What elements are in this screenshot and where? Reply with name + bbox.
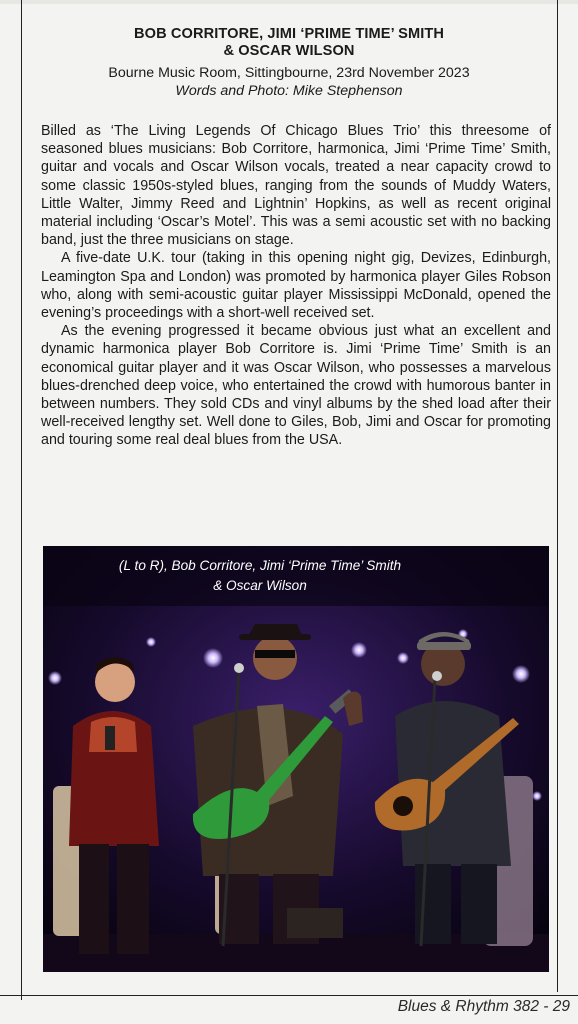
article-title-line-2: & OSCAR WILSON	[223, 43, 355, 59]
amplifier	[287, 908, 343, 938]
concert-photo	[43, 546, 549, 972]
column-rule-right	[557, 0, 558, 992]
article-credit: Words and Photo: Mike Stephenson	[175, 83, 403, 99]
article-paragraph-1: Billed as ‘The Living Legends Of Chicago Blues Trio’ this threesome of seasoned blues musicians: Bob Corritore, harmonica, Jimi ‘Prime Time’ Smith, guitar and vocals and Oscar Wilson vocals, treated a near capacity crowd to some classic 1950s-styled blues, ranging from the sounds of Muddy Waters, Little Walter, Jimmy Reed and Lightnin’ Hopkins, as well as recent original material including ‘Oscar’s Motel’. This was a semi acoustic set with no backing band, just the three musicians on stage.	[41, 123, 551, 249]
footer-rule	[0, 995, 578, 996]
article-title-line-1: BOB CORRITORE, JIMI ‘PRIME TIME’ SMITH	[133, 26, 445, 42]
photo-caption	[60, 556, 460, 596]
page-footer: Blues & Rhythm 382 - 29	[397, 998, 570, 1015]
photo-caption-line-1: (L to R), Bob Corritore, Jimi ‘Prime Time’ Smith	[118, 558, 402, 573]
article-paragraph-3: As the evening progressed it became obvious just what an excellent and dynamic harmonica player Bob Corritore is. Jimi ‘Prime Time’ Smith is an economical guitar player and it was Oscar Wilson, who possesses a marvelous blues-drenched deep voice, who entertained the crowd with humorous banter in between numbers. They sold CDs and vinyl albums by the shed load after their well-received lengthy set. Well done to Giles, Bob, Jimi and Oscar for promoting and touring some real deal blues from the USA.	[41, 323, 551, 449]
column-rule-left	[21, 0, 22, 1000]
concert-photo-illustration	[43, 546, 549, 972]
article-body	[41, 122, 551, 450]
article-venue: Bourne Music Room, Sittingbourne, 23rd November 2023	[108, 65, 470, 81]
article-title	[28, 26, 550, 60]
page-edge	[0, 0, 578, 4]
photo-caption-line-2: & Oscar Wilson	[213, 578, 307, 593]
article-paragraph-2: A five-date U.K. tour (taking in this opening night gig, Devizes, Edinburgh, Leamington Spa and London) was promoted by harmonica player Giles Robson who, along with semi-acoustic guitar player Mississippi McDonald, opened the evening’s proceedings with a short-well received set.	[41, 250, 551, 322]
